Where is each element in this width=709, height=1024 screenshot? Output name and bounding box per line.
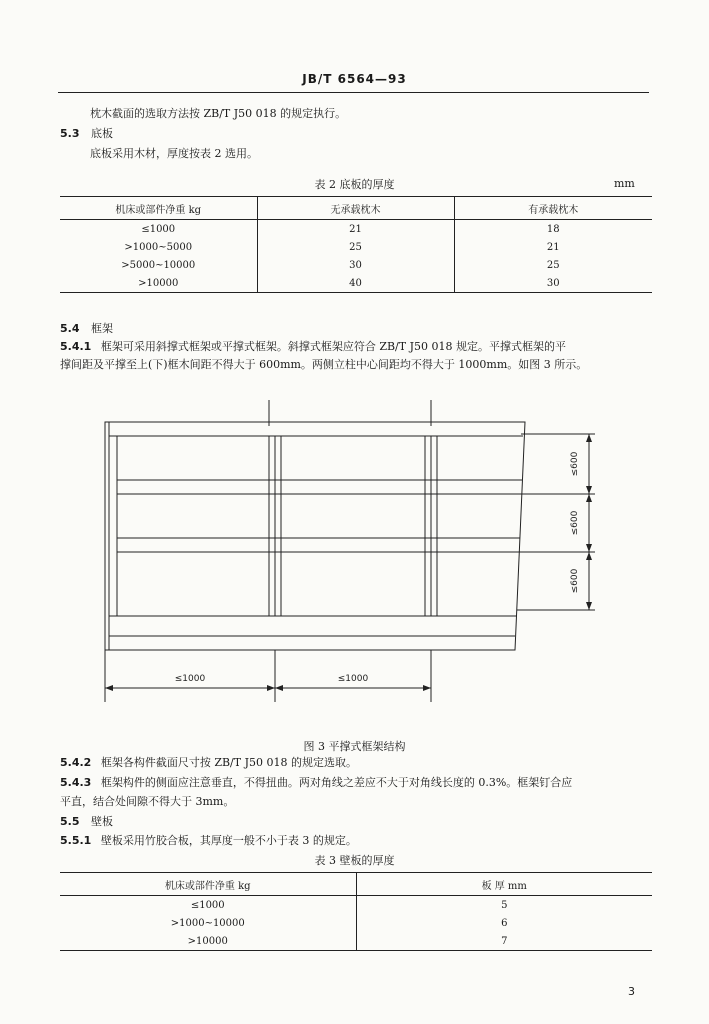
table3-cell: >1000~10000 — [170, 917, 245, 929]
section-5-4-heading — [60, 322, 113, 336]
figure3-caption: 图 3 平撑式框架结构 — [303, 740, 406, 753]
table2-cell: 25 — [454, 256, 652, 274]
figure3-frame-drawing — [95, 400, 615, 712]
table-row — [60, 914, 652, 932]
paragraph-sleeper-section: 枕木截面的选取方法按 ZB/T J50 018 的规定执行。 — [90, 107, 347, 120]
paragraph-5-4-2 — [60, 756, 357, 770]
table3-header-cell: 板 厚 mm — [356, 873, 652, 896]
table2-cell: >1000~5000 — [124, 241, 193, 253]
table2-cell: 18 — [454, 220, 652, 239]
paragraph-5-5-1 — [60, 834, 357, 848]
table2-title: 表 2 底板的厚度 — [314, 178, 395, 191]
section-number: 5.5 — [60, 815, 80, 828]
vertical-dim-label: ≤600 — [570, 510, 580, 536]
paragraph-line: 撑间距及平撑至上(下)框木间距不得大于 600mm。两侧立柱中心间距均不得大于 1000mm。如图 3 所示。 — [60, 358, 588, 371]
extension-lines-right — [517, 434, 595, 610]
section-number: 5.4.1 — [60, 340, 92, 353]
table2-cell: 25 — [257, 238, 454, 256]
table-row — [60, 256, 652, 274]
vertical-dim-label: ≤600 — [570, 451, 580, 477]
table2-cell: >5000~10000 — [121, 259, 196, 271]
paragraph-5-4-3 — [60, 776, 572, 790]
paragraph-base-plate: 底板采用木材，厚度按表 2 选用。 — [90, 147, 258, 160]
extension-lines-bottom — [105, 650, 431, 702]
page-number: 3 — [628, 985, 635, 998]
table3-cell: 6 — [356, 914, 652, 932]
table3-header-cell: 机床或部件净重 kg — [60, 873, 356, 896]
table3-cell: ≤1000 — [190, 899, 225, 911]
section-title: 底板 — [91, 127, 113, 140]
table-row — [60, 274, 652, 293]
table-row — [60, 220, 652, 239]
middle-post — [269, 436, 281, 616]
table3-header-row — [60, 873, 652, 896]
table-row — [60, 238, 652, 256]
table3 — [60, 872, 652, 951]
section-title: 框架 — [91, 322, 113, 335]
paragraph-line: 框架各构件截面尺寸按 ZB/T J50 018 的规定选取。 — [100, 756, 357, 769]
section-number: 5.4.3 — [60, 776, 92, 789]
table2-header-cell: 有承载枕木 — [454, 197, 652, 220]
paragraph-line: 壁板采用竹胶合板，其厚度一般不小于表 3 的规定。 — [100, 834, 357, 847]
paragraph-line: 框架构件的侧面应注意垂直，不得扭曲。两对角线之差应不大于对角线长度的 0.3%。框架钉合应 — [100, 776, 573, 789]
table2 — [60, 196, 652, 293]
document-code: JB/T 6564—93 — [302, 72, 407, 86]
table2-cell: 21 — [454, 238, 652, 256]
top-rail — [109, 422, 525, 436]
header-rule — [58, 92, 649, 93]
section-number: 5.5.1 — [60, 834, 92, 847]
table-row — [60, 896, 652, 915]
horizontal-dim-label: ≤1000 — [337, 674, 369, 684]
table2-cell: 21 — [257, 220, 454, 239]
table2-cell: >10000 — [60, 274, 257, 293]
section-5-3-heading — [60, 127, 113, 141]
section-5-5-heading — [60, 815, 113, 829]
table2-unit: mm — [614, 177, 635, 190]
table3-cell: 7 — [356, 932, 652, 951]
section-title: 壁板 — [91, 815, 113, 828]
brace-2 — [117, 538, 520, 552]
table2-cell: 30 — [454, 274, 652, 293]
table2-cell: 30 — [257, 256, 454, 274]
paragraph-line: 平直，结合处间隙不得大于 3mm。 — [60, 795, 235, 808]
table2-cell: 40 — [257, 274, 454, 293]
table2-header-row — [60, 197, 652, 220]
right-post — [425, 436, 437, 616]
brace-1 — [117, 480, 522, 494]
table-row — [60, 932, 652, 951]
table3-title: 表 3 壁板的厚度 — [314, 854, 395, 867]
vertical-dim-label: ≤600 — [570, 568, 580, 594]
table3-cell: >10000 — [60, 932, 356, 951]
horizontal-dim-label: ≤1000 — [174, 674, 206, 684]
table2-header-cell: 机床或部件净重 kg — [60, 197, 257, 220]
table3-cell: 5 — [356, 896, 652, 915]
paragraph-5-4-1 — [60, 340, 566, 354]
table2-cell: ≤1000 — [141, 223, 176, 235]
section-number: 5.4.2 — [60, 756, 92, 769]
paragraph-line: 框架可采用斜撑式框架或平撑式框架。斜撑式框架应符合 ZB/T J50 018 规定。平撑式框架的平 — [100, 340, 566, 353]
bottom-rail — [109, 616, 516, 636]
section-number: 5.4 — [60, 322, 80, 335]
table2-header-cell: 无承载枕木 — [257, 197, 454, 220]
section-number: 5.3 — [60, 127, 80, 140]
